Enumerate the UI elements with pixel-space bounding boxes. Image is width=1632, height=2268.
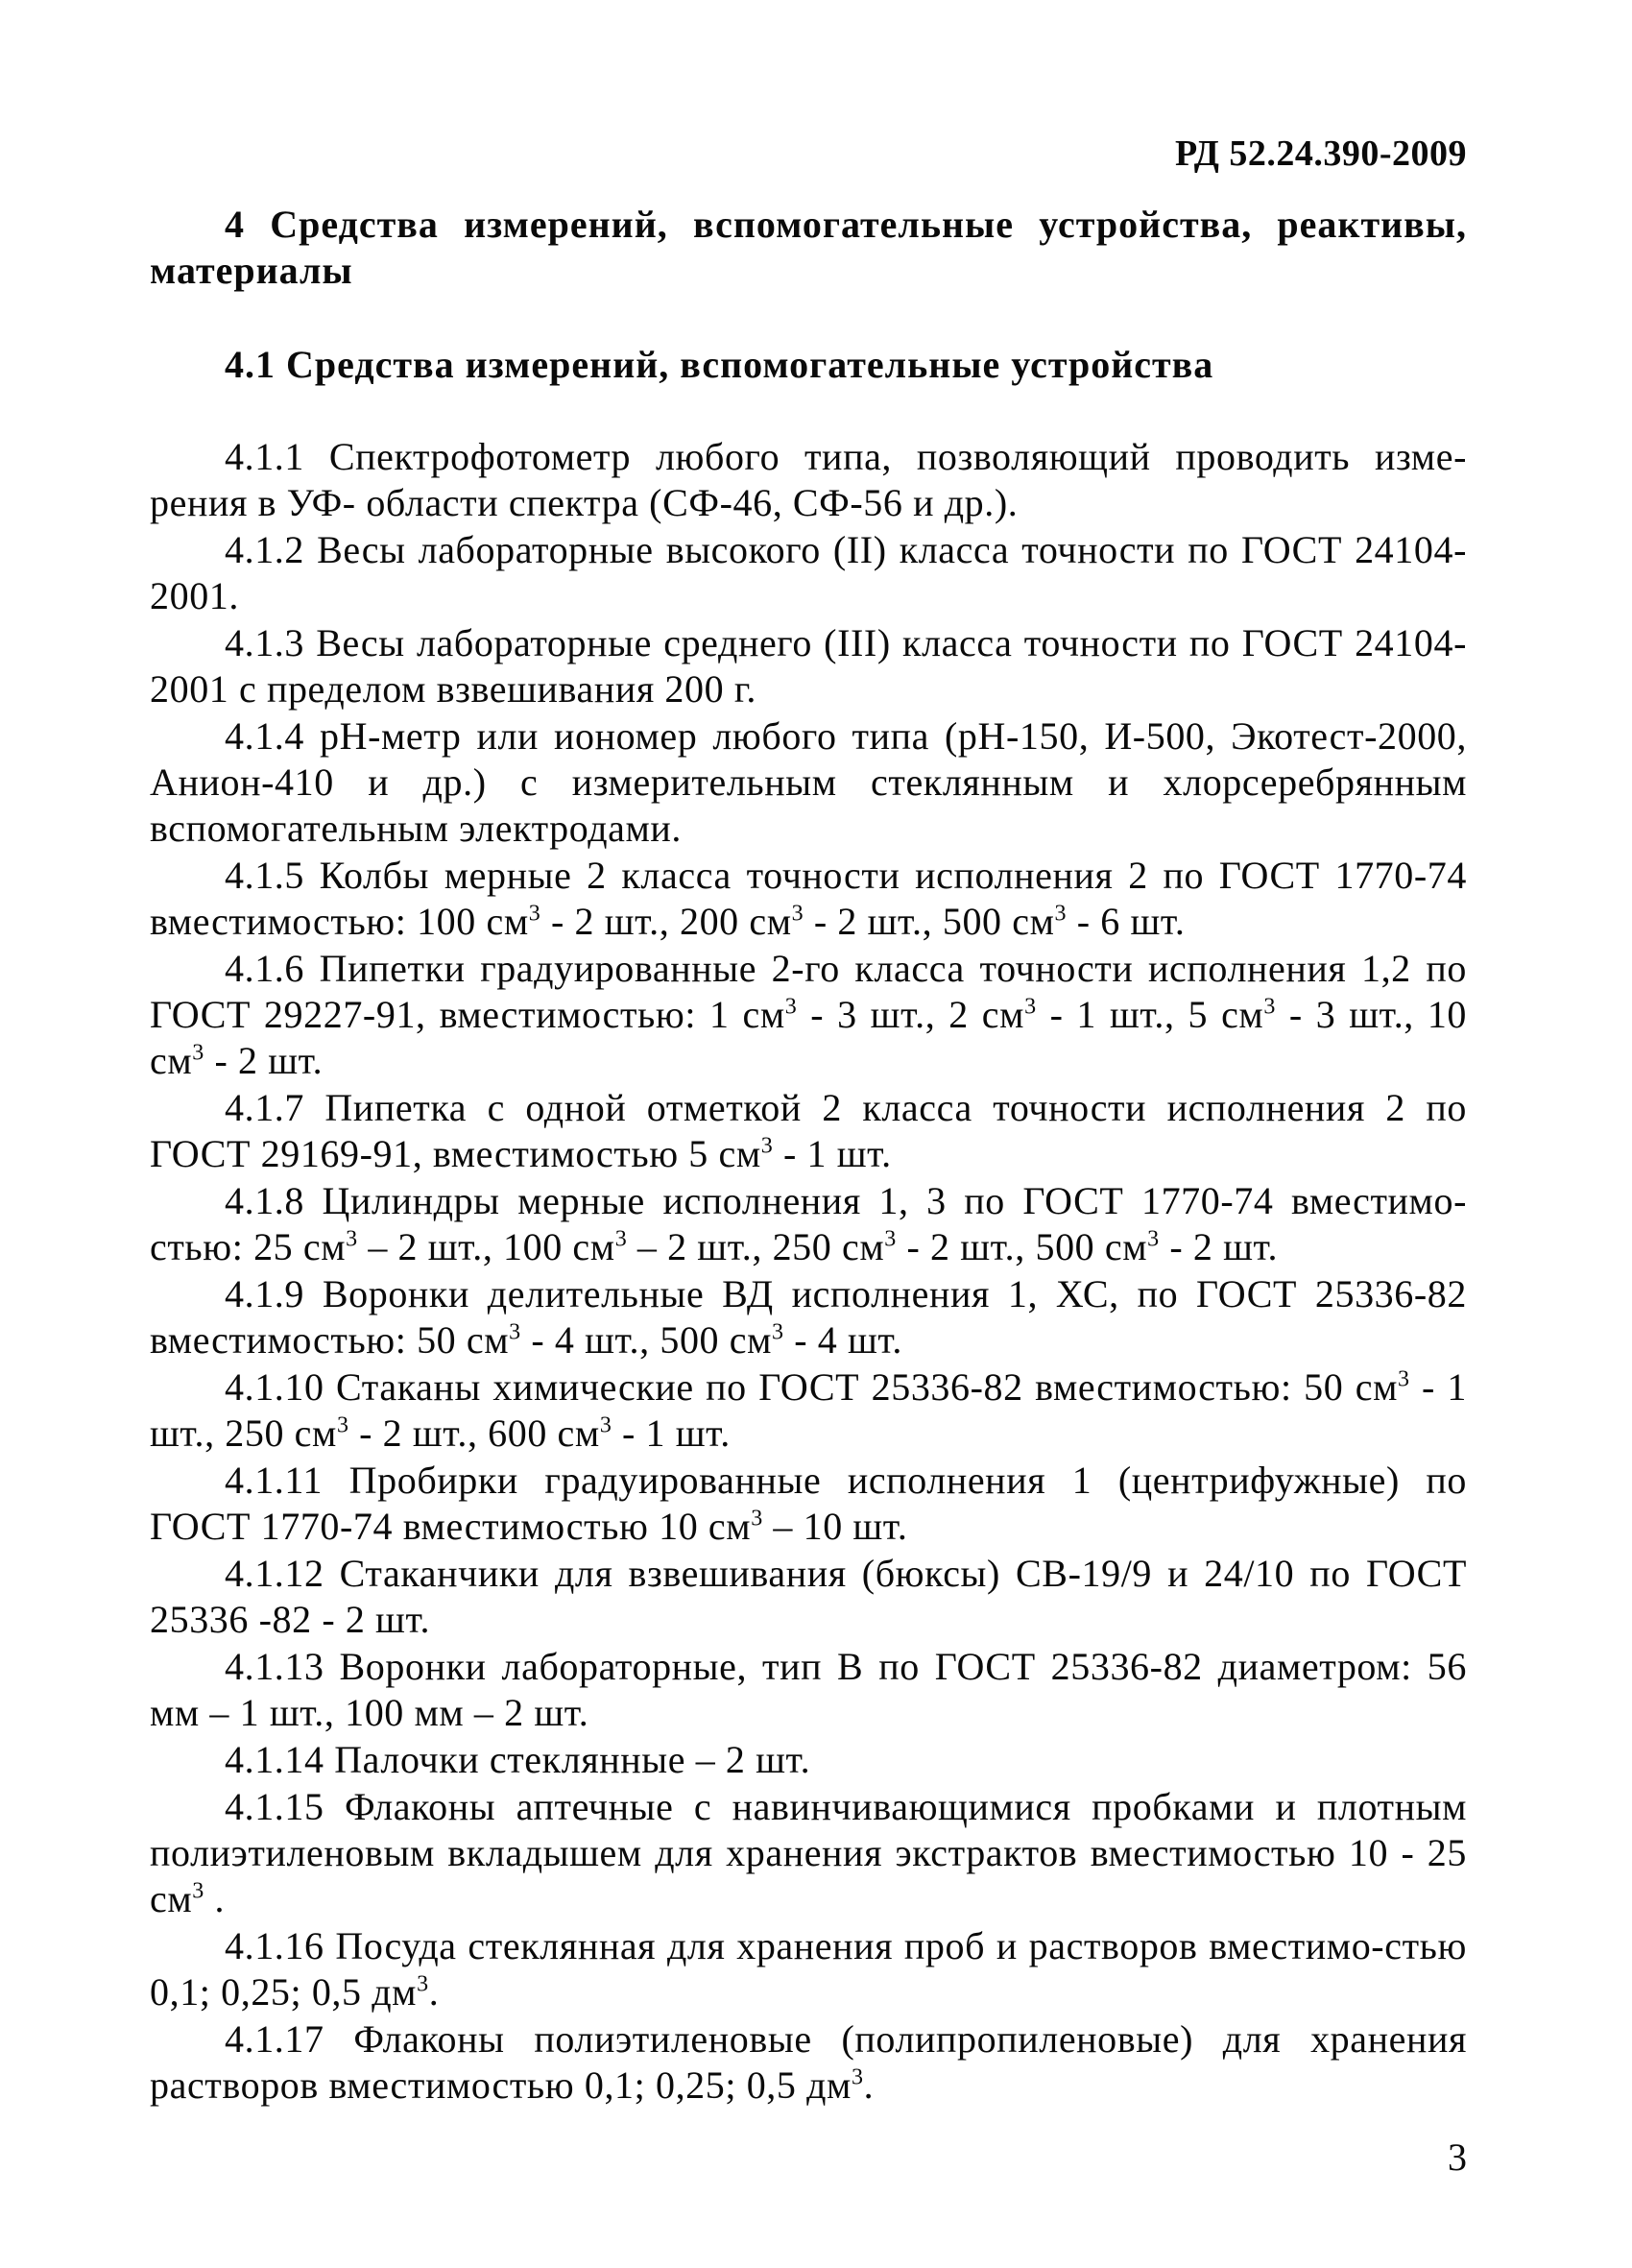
superscript-text: 3 <box>192 1040 204 1066</box>
item-text: 4.1.5 Колбы мерные 2 класса точности исполнения 2 по ГОСТ 1770-74 вместимостью: 100 см <box>150 854 1467 943</box>
superscript-text: 3 <box>1263 994 1276 1020</box>
superscript-text: 3 <box>1147 1226 1160 1252</box>
item-text: - 2 шт., 500 см <box>804 900 1055 943</box>
document-code: РД 52.24.390-2009 <box>1175 133 1467 174</box>
item-text: 4.1.13 Воронки лабораторные, тип В по ГОСТ 25336-82 диаметром: 56 мм – 1 шт., 100 мм – 2 шт. <box>150 1645 1467 1734</box>
item-text: – 2 шт., 100 см <box>357 1225 615 1268</box>
list-item <box>150 1923 1467 2015</box>
item-text: 4.1.9 Воронки делительные ВД исполнения 1, ХС, по ГОСТ 25336-82 вместимостью: 50 см <box>150 1272 1467 1362</box>
page-number: 3 <box>1448 2135 1467 2179</box>
superscript-text: 3 <box>1398 1366 1410 1392</box>
item-text: - 2 шт. <box>1159 1225 1279 1268</box>
superscript-text: 3 <box>784 994 798 1020</box>
list-item <box>150 527 1467 619</box>
superscript-text: 3 <box>528 901 541 927</box>
superscript-text: 3 <box>751 1506 763 1532</box>
item-text: 4.1.16 Посуда стеклянная для хранения проб и растворов вместимо-стью 0,1; 0,25; 0,5 дм <box>150 1924 1467 2014</box>
item-text: - 3 шт., 10 см <box>150 993 1468 1082</box>
item-text: - 2 шт., 500 см <box>896 1225 1148 1268</box>
item-text: - 1 шт., 250 см <box>150 1365 1467 1455</box>
superscript-text: 3 <box>1054 901 1068 927</box>
superscript-text: 3 <box>336 1412 349 1438</box>
item-text: - 2 шт., 200 см <box>540 900 792 943</box>
list-item <box>150 1551 1467 1643</box>
list-item <box>150 1271 1467 1363</box>
list-item <box>150 1458 1467 1550</box>
item-text: 4.1.4 рН-метр или иономер любого типа (рН-150, И-500, Экотест-2000, Анион-410 и др.) с измерительным стеклянным и хлорсеребрянным вспомогательным электродами. <box>150 714 1467 850</box>
section-heading: 4 Средства измерений, вспомогательные устройства, реактивы, материалы <box>150 203 1467 292</box>
item-text: . <box>428 1970 440 2014</box>
item-text: - 4 шт., 500 см <box>520 1318 773 1362</box>
superscript-text: 3 <box>599 1412 612 1438</box>
item-text: . <box>863 2063 875 2107</box>
item-text: 4.1.3 Весы лабораторные среднего (III) класса точности по ГОСТ 24104-2001 с пределом взвешивания 200 г. <box>150 621 1467 711</box>
superscript-text: 3 <box>192 1878 204 1904</box>
list-item <box>150 620 1467 712</box>
list-item <box>150 2016 1467 2109</box>
item-text: 4.1.14 Палочки стеклянные – 2 шт. <box>225 1738 811 1781</box>
item-text: - 2 шт. <box>204 1039 324 1082</box>
superscript-text: 3 <box>772 1319 784 1345</box>
item-text: - 2 шт., 600 см <box>348 1411 600 1455</box>
list-item <box>150 1644 1467 1736</box>
list-item <box>150 1085 1467 1177</box>
superscript-text: 3 <box>791 901 804 927</box>
item-text: 4.1.6 Пипетки градуированные 2-го класса точности исполнения 1,2 по ГОСТ 29227-91, вместимостью: 1 см <box>150 947 1467 1036</box>
item-text: . <box>204 1877 226 1920</box>
item-text: 4.1.10 Стаканы химические по ГОСТ 25336-82 вместимостью: 50 см <box>225 1365 1398 1409</box>
item-text: 4.1.17 Флаконы полиэтиленовые (полипропиленовые) для хранения растворов вместимостью 0,1; 0,25; 0,5 дм <box>150 2017 1467 2107</box>
item-text: - 1 шт. <box>612 1411 731 1455</box>
subsection-heading: 4.1 Средства измерений, вспомогательные устройства <box>225 343 1214 386</box>
item-text: - 1 шт., 5 см <box>1036 993 1264 1036</box>
superscript-text: 3 <box>1024 994 1037 1020</box>
list-item <box>150 853 1467 945</box>
item-text: 4.1.12 Стаканчики для взвешивания (бюксы) СВ-19/9 и 24/10 по ГОСТ 25336 -82 - 2 шт. <box>150 1552 1467 1641</box>
item-text: - 3 шт., 2 см <box>797 993 1025 1036</box>
superscript-text: 3 <box>851 2064 864 2090</box>
item-text: 4.1.1 Спектрофотометр любого типа, позволяющий проводить изме-рения в УФ- области спектра (СФ-46, СФ-56 и др.). <box>150 435 1467 524</box>
item-text: 4.1.11 Пробирки градуированные исполнения 1 (центрифужные) по ГОСТ 1770-74 вместимостью 10 см <box>150 1459 1467 1548</box>
list-item <box>150 946 1467 1084</box>
item-text: 4.1.7 Пипетка с одной отметкой 2 класса точности исполнения 2 по ГОСТ 29169-91, вместимостью 5 см <box>150 1086 1467 1175</box>
item-text: 4.1.2 Весы лабораторные высокого (II) класса точности по ГОСТ 24104-2001. <box>150 528 1467 617</box>
list-item <box>150 713 1467 852</box>
item-text: - 4 шт. <box>783 1318 903 1362</box>
item-text: – 2 шт., 250 см <box>627 1225 885 1268</box>
list-item <box>150 1737 1467 1783</box>
item-text: 4.1.15 Флаконы аптечные с навинчивающимися пробками и плотным полиэтиленовым вкладышем для хранения экстрактов вместимостью 10 - 25 см <box>150 1785 1467 1920</box>
list-item <box>150 1364 1467 1457</box>
list-item <box>150 434 1467 526</box>
superscript-text: 3 <box>417 1971 429 1997</box>
superscript-text: 3 <box>509 1319 521 1345</box>
item-text: - 6 шт. <box>1067 900 1186 943</box>
list-item <box>150 1178 1467 1270</box>
superscript-text: 3 <box>346 1226 358 1252</box>
superscript-text: 3 <box>884 1226 897 1252</box>
item-text: 4.1.8 Цилиндры мерные исполнения 1, 3 по ГОСТ 1770-74 вместимо-стью: 25 см <box>150 1179 1467 1268</box>
list-item <box>150 1784 1467 1922</box>
item-text: - 1 шт. <box>773 1132 892 1175</box>
page-content <box>150 202 1467 2110</box>
superscript-text: 3 <box>760 1133 774 1159</box>
superscript-text: 3 <box>614 1226 628 1252</box>
item-text: – 10 шт. <box>762 1505 908 1548</box>
